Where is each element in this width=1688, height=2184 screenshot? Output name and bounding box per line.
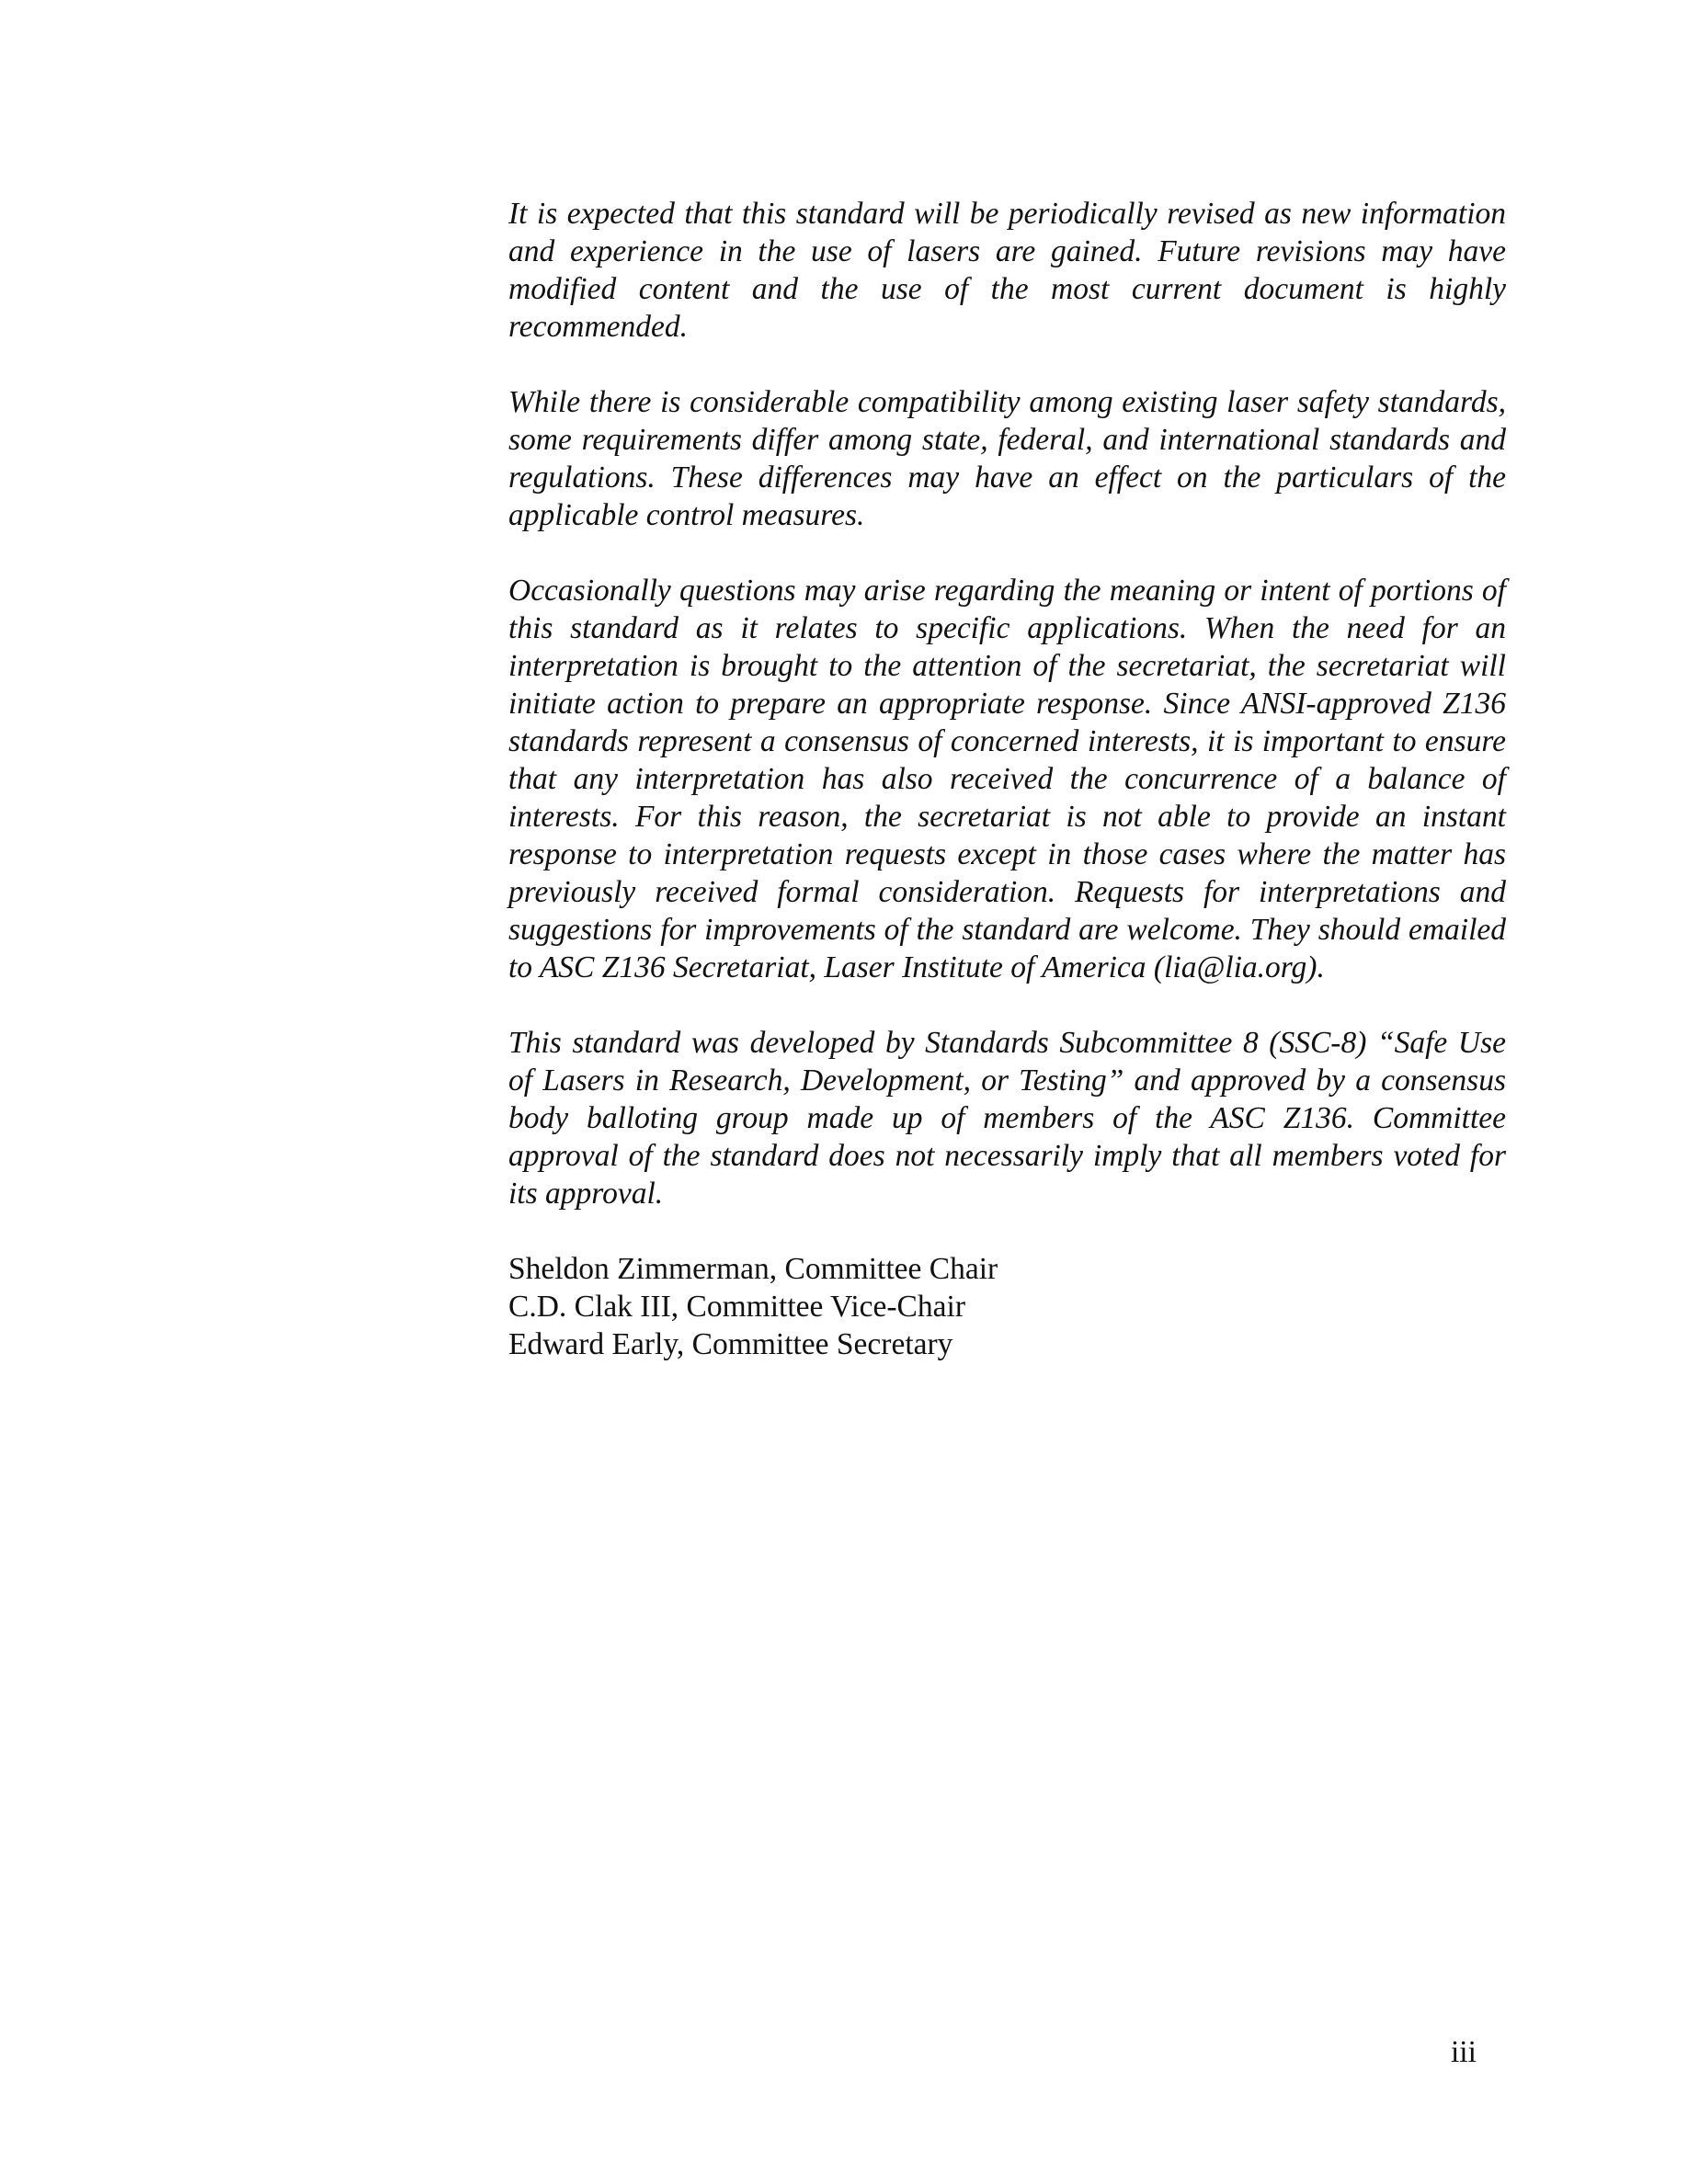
- signature-secretary: Edward Early, Committee Secretary: [508, 1327, 953, 1361]
- paragraph-interpretation-requests: Occasionally questions may arise regarding the meaning or intent of portions of this standard as it relates to specific applications. When the need for an interpretation is brought to the attention of the secretariat, the secretariat will initiate action to prepare an appropriate response. Since ANSI-approved Z136 standards represent a consensus of concerned interests, it is important to ensure that any interpretation has also received the concurrence of a balance of interests. For this reason, the secretariat is not able to provide an instant response to interpretation requests except in those cases where the matter has previously received formal consideration. Requests for interpretations and suggestions for improvements of the standard are welcome. They should emailed to ASC Z136 Secretariat, Laser Institute of America (lia@lia.org).: [508, 574, 1506, 984]
- signature-chair: Sheldon Zimmerman, Committee Chair: [508, 1252, 998, 1286]
- signature-vice-chair: C.D. Clak III, Committee Vice-Chair: [508, 1290, 965, 1324]
- committee-signatures: [508, 1250, 1506, 1363]
- paragraph-compatibility-note: While there is considerable compatibility among existing laser safety standards, some requirements differ among state, federal, and international standards and regulations. These differences may have an effect on the particulars of the applicable control measures.: [508, 385, 1506, 532]
- paragraph-development-approval: This standard was developed by Standards Subcommittee 8 (SSC-8) “Safe Use of Lasers in Research, Development, or Testing” and approved by a consensus body balloting group made up of members of the ASC Z136. Committee approval of the standard does not necessarily imply that all members voted for its approval.: [508, 1026, 1506, 1211]
- page-number: iii: [1451, 2035, 1477, 2069]
- paragraph-revision-note: It is expected that this standard will be periodically revised as new information and experience in the use of lasers are gained. Future revisions may have modified content and the use of the most current document is highly recommended.: [508, 197, 1506, 344]
- body-text: [508, 195, 1506, 1363]
